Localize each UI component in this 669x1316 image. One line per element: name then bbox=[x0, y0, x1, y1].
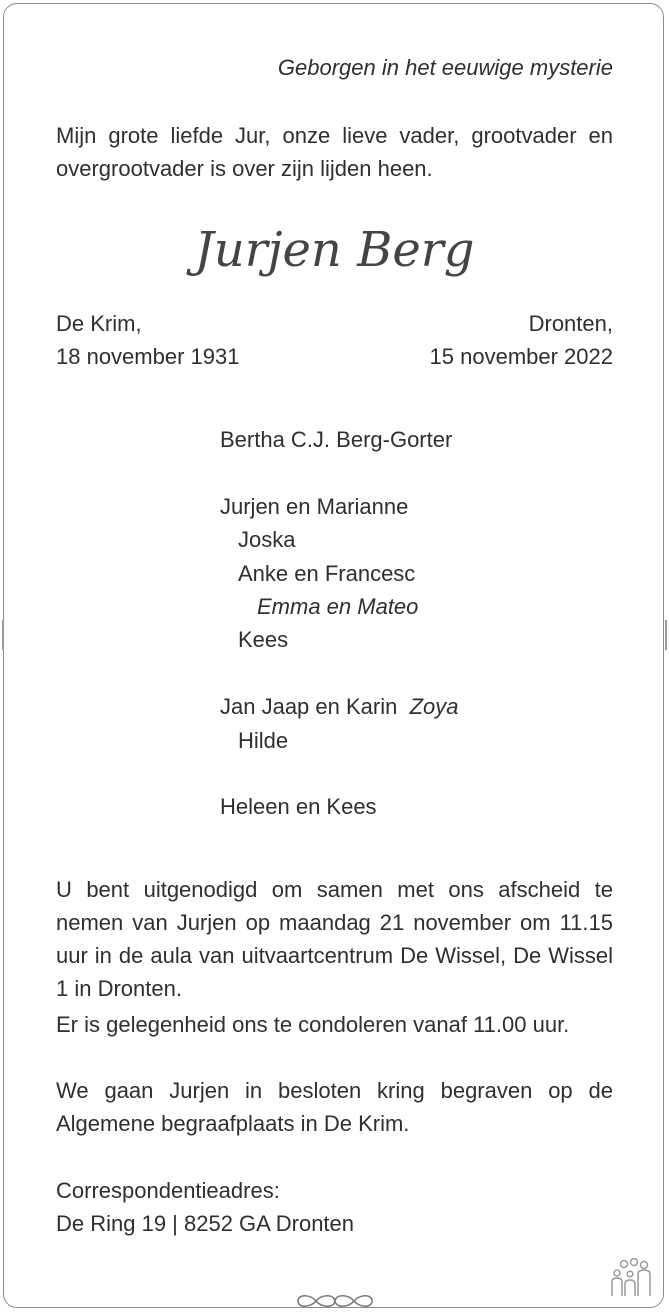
family-child-3: Heleen en Kees bbox=[220, 794, 377, 820]
intro-text: Mijn grote liefde Jur, onze lieve vader, grootvader en overgrootvader is over zijn lijden heen. bbox=[56, 123, 613, 181]
family-spouse: Bertha C.J. Berg-Gorter bbox=[220, 427, 453, 452]
family-child-2-extra: Zoya bbox=[409, 694, 459, 720]
birth-date: 18 november 1931 bbox=[56, 344, 240, 369]
family-logo-icon bbox=[610, 1258, 656, 1303]
family-child-1: Jurjen en Marianne bbox=[220, 493, 409, 519]
correspondence-address: De Ring 19 | 8252 GA Dronten bbox=[56, 1211, 355, 1236]
death-date: 15 november 2022 bbox=[429, 344, 613, 369]
burial-text: We gaan Jurjen in besloten kring begraven op de Algemene begraafplaats in De Krim. bbox=[56, 1078, 613, 1136]
condolence-text: Er is gelegenheid ons te condoleren vanaf 11.00 uur. bbox=[56, 1012, 570, 1037]
family-child-2-row bbox=[220, 690, 459, 723]
family-grandchild-4: Hilde bbox=[238, 727, 289, 753]
death-place: Dronten, bbox=[528, 311, 613, 336]
family-grandchild-1: Joska bbox=[238, 527, 296, 553]
left-edge-mark bbox=[2, 620, 4, 650]
invitation-text: U bent uitgenodigd om samen met ons afscheid te nemen van Jurjen op maandag 21 november om 11.15 uur in de aula van uitvaartcentrum De Wissel, De Wissel 1 in Dronten. bbox=[56, 877, 613, 1001]
family-great-grandchildren: Emma en Mateo bbox=[257, 593, 419, 619]
correspondence-label: Correspondentieadres: bbox=[56, 1178, 280, 1203]
family-list bbox=[220, 423, 459, 824]
deceased-name: Jurjen Berg bbox=[194, 222, 475, 278]
family-child-2: Jan Jaap en Karin bbox=[220, 694, 398, 720]
family-grandchild-3: Kees bbox=[238, 627, 289, 653]
infinity-ornament-icon bbox=[296, 1291, 374, 1316]
motto: Geborgen in het eeuwige mysterie bbox=[277, 55, 613, 80]
family-grandchild-2: Anke en Francesc bbox=[238, 560, 416, 586]
birth-place: De Krim, bbox=[56, 311, 142, 336]
right-edge-mark bbox=[665, 620, 667, 650]
